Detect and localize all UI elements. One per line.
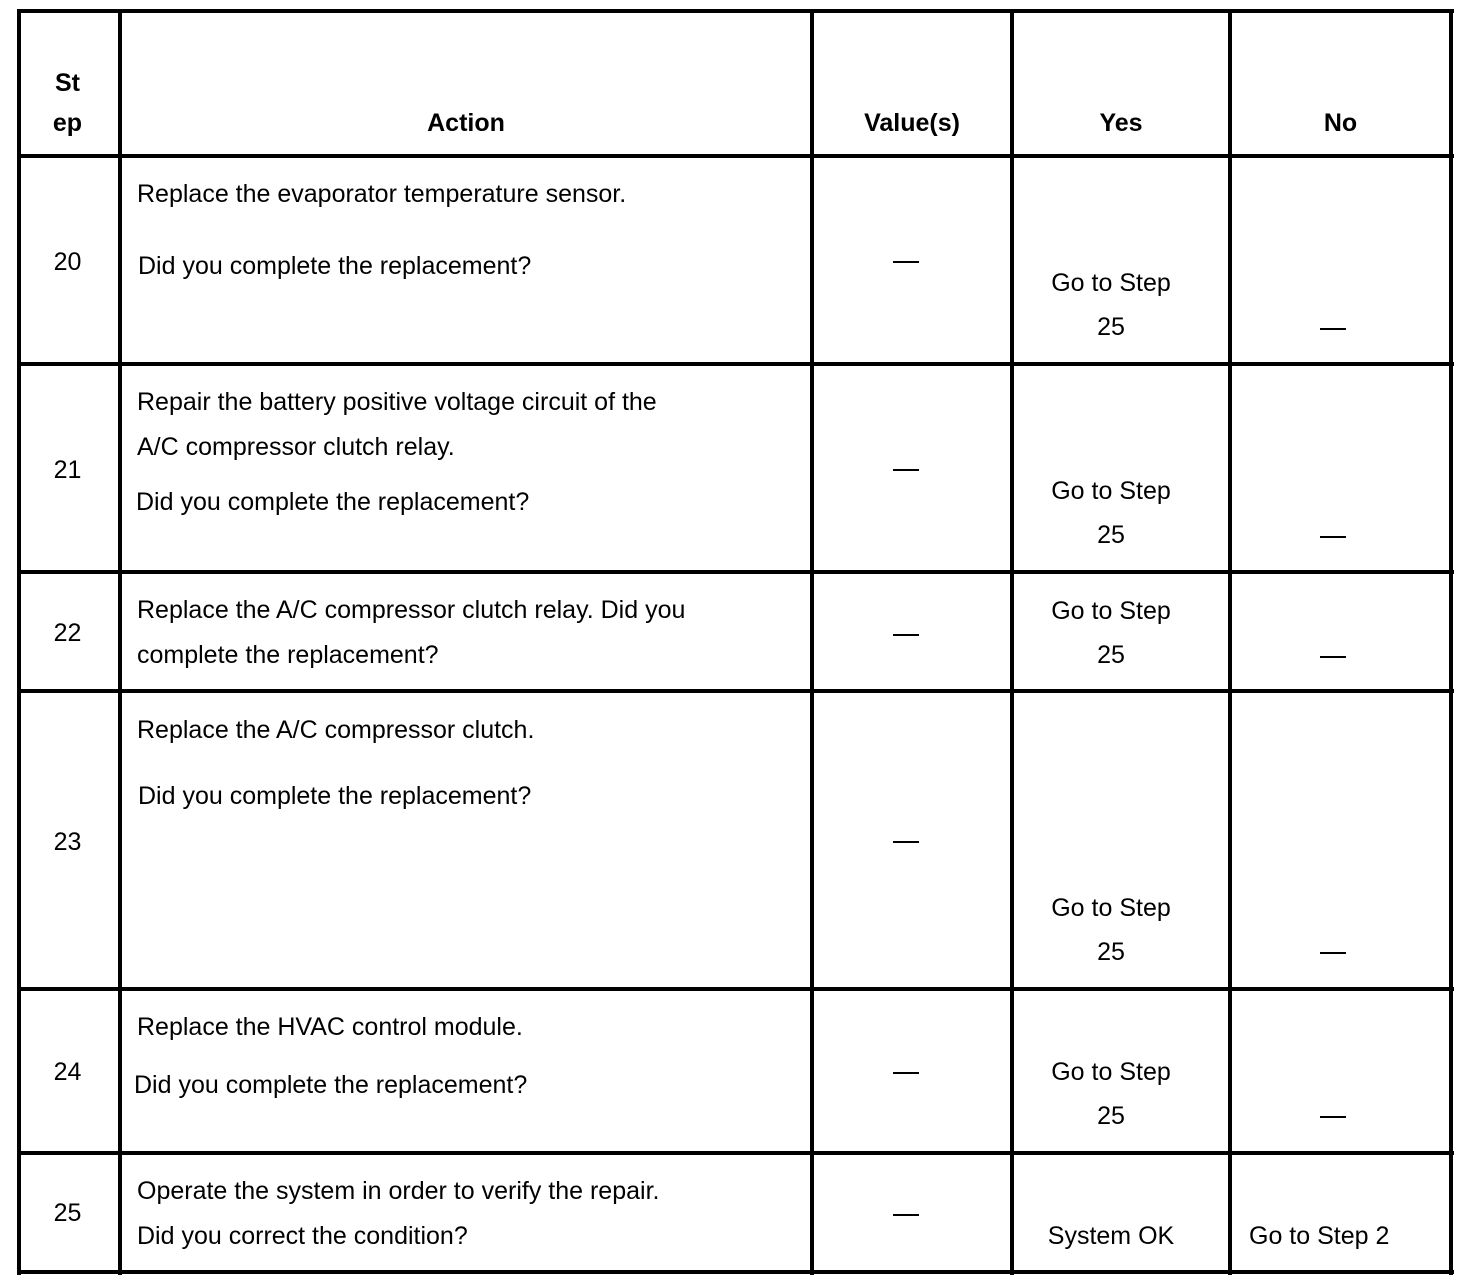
row-divider	[17, 1151, 1454, 1155]
header-step-line2: ep	[52, 109, 83, 137]
header-yes: Yes	[1099, 109, 1143, 137]
action-text: Did you complete the replacement?	[138, 782, 532, 810]
action-text: Repair the battery positive voltage circuit of the	[137, 388, 657, 416]
action-text: Did you complete the replacement?	[138, 252, 532, 280]
action-text: Did you complete the replacement?	[136, 488, 530, 516]
no-target: Go to Step 2	[1249, 1222, 1390, 1250]
header-no: No	[1323, 109, 1358, 137]
header-values: Value(s)	[864, 109, 960, 137]
yes-target: Go to Step	[1051, 1058, 1171, 1086]
yes-target: Go to Step	[1051, 894, 1171, 922]
yes-target: 25	[1097, 938, 1125, 966]
yes-target: 25	[1097, 313, 1125, 341]
table-border-top	[17, 9, 1454, 13]
row-divider	[17, 987, 1454, 991]
row-divider	[17, 689, 1454, 693]
table-border-right	[1449, 9, 1453, 1275]
action-text: Replace the HVAC control module.	[137, 1013, 523, 1041]
step-number: 25	[53, 1199, 82, 1227]
yes-target: 25	[1097, 1102, 1125, 1130]
yes-target: 25	[1097, 521, 1125, 549]
yes-target: System OK	[1047, 1222, 1175, 1250]
step-number: 22	[53, 619, 82, 647]
action-text: Did you correct the condition?	[137, 1222, 468, 1250]
diagnostic-table	[17, 9, 1451, 1275]
action-text: Replace the A/C compressor clutch.	[137, 716, 535, 744]
column-divider-action	[810, 9, 814, 1275]
step-number: 23	[53, 828, 82, 856]
header-divider	[17, 154, 1454, 158]
yes-target: 25	[1097, 641, 1125, 669]
no-dash	[1320, 656, 1346, 658]
action-text: complete the replacement?	[137, 641, 439, 669]
header-step-line1: St	[55, 69, 80, 97]
action-text: Replace the evaporator temperature sensor.	[137, 180, 627, 208]
header-action: Action	[427, 109, 505, 137]
value-dash	[893, 1214, 919, 1216]
no-dash	[1320, 1116, 1346, 1118]
action-text: Operate the system in order to verify the repair.	[137, 1177, 660, 1205]
action-text: Did you complete the replacement?	[134, 1071, 528, 1099]
step-number: 21	[53, 456, 82, 484]
column-divider-step	[118, 9, 122, 1275]
table-border-bottom	[17, 1270, 1454, 1274]
no-dash	[1320, 536, 1346, 538]
value-dash	[893, 469, 919, 471]
row-divider	[17, 362, 1454, 366]
action-text: A/C compressor clutch relay.	[137, 433, 455, 461]
yes-target: Go to Step	[1051, 269, 1171, 297]
column-divider-values	[1010, 9, 1014, 1275]
step-number: 24	[53, 1058, 82, 1086]
yes-target: Go to Step	[1051, 597, 1171, 625]
value-dash	[893, 634, 919, 636]
no-dash	[1320, 952, 1346, 954]
no-dash	[1320, 328, 1346, 330]
column-divider-yes	[1228, 9, 1232, 1275]
value-dash	[893, 1072, 919, 1074]
row-divider	[17, 570, 1454, 574]
action-text: Replace the A/C compressor clutch relay. Did you	[137, 596, 686, 624]
step-number: 20	[53, 248, 82, 276]
value-dash	[893, 261, 919, 263]
value-dash	[893, 841, 919, 843]
yes-target: Go to Step	[1051, 477, 1171, 505]
